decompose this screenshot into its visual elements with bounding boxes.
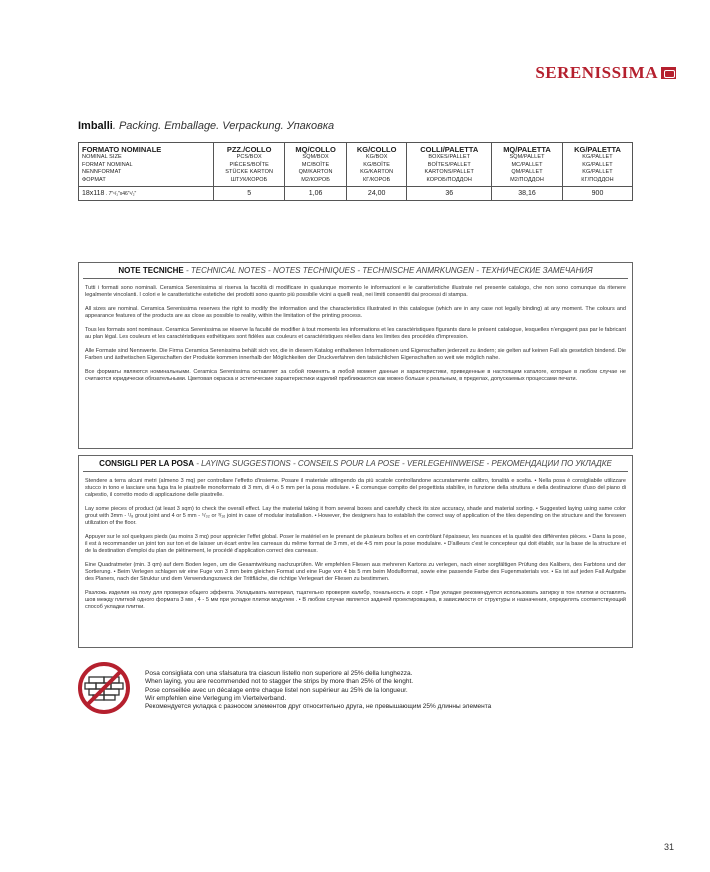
- header-sqm-per-pallet: MQ/PALETTA SQM/PALLET MC/PALLET QM/PALLET M2/ПОДДОН: [492, 143, 563, 187]
- no-stagger-icon: [78, 662, 130, 714]
- laying-suggestions-title: CONSIGLI PER LA POSA - LAYING SUGGESTIONS - CONSEILS POUR LA POSE - VERLEGEHINWEISE - РЕКОМЕНДАЦИИ ПО УКЛАДКЕ: [83, 456, 628, 472]
- cell-boxes-per-pallet: 36: [407, 187, 492, 201]
- technical-note-fr: Tous les formats sont nominaux. Ceramica Serenissima se réserve la faculté de modifier à tout moments les informations et les caractéristiques figurants dans le présent catalogue, lesquelles n'engagent pas par le fabricant au plan légal. Les couleurs et les caractéristiques esthétiques sont fidèles aux couleurs et caractéristiques réelles dans les limites des procédés d'impression.: [85, 327, 626, 340]
- brand-mark-icon: [661, 67, 676, 79]
- brand-logo: [535, 63, 676, 83]
- stagger-note-en: When laying, you are recommended not to stagger the strips by more than 25% of the lenght.: [145, 678, 414, 686]
- stagger-note-ru: Рекомендуется укладка с разносом элементов друг относительно друга, не превышающим 25% длинны элемента: [145, 703, 492, 711]
- header-kg-per-pallet: KG/PALETTA KG/PALLET KG/PALLET KG/PALLET КГ/ПОДДОН: [563, 143, 633, 187]
- cell-sqm-per-box: 1,06: [285, 187, 347, 201]
- technical-note-ru: Все форматы являются номинальными. Ceramica Serenissima оставляет за собой гоменять в любой момент данные и характеристики, приведенные в настоящем каталоге, которые в любом случае не считаются юридически обязательными. Цветовая окраска и эстетические характеристики изделий приближаются как можно больше к реальным, в пределах, допускаемых процессами печати.: [85, 369, 626, 382]
- laying-suggestions-box: [78, 455, 633, 648]
- technical-note-de: Alle Formate sind Nennwerte. Die Firma Ceramica Serenissima behält sich vor, die in diesem Katalog enthaltenen Informationen und Eigenschaften jederzeit zu ändern; sie gelten auf keinen Fall als gesetzlich bindend. Die Farben und ästhetischen Eigenschaften der Produkte kommen innerhalb der Möglichkeiten der Druckverfahren den tatsächlichen Eigenschaften so weit wie möglich nahe.: [85, 348, 626, 361]
- technical-notes-title: NOTE TECNICHE - TECHNICAL NOTES - NOTES TECHNIQUES - TECHNISCHE ANMRKUNGEN - ТЕХНИЧЕСКИЕ ЗАМЕЧАНИЯ: [83, 263, 628, 279]
- packaging-data-row: [79, 187, 633, 201]
- cell-kg-per-box: 24,00: [346, 187, 407, 201]
- laying-suggestion-en: Lay some pieces of product (at least 3 sqm) to check the overall effect. Lay the material taking it from several boxes and carefully check its size accuracy, shade and material sorting. • Suggested laying using same color grout with 3mm - ¹/₈ grout joint and 4 or 5 mm - ⁵/₃₂ or ³/₁₆ joint in case of modular installation. • However, the designers has to establish the correct way of application of the tiles depending on the structure and the foreseen utilization of the floor.: [85, 506, 626, 526]
- stagger-note-de: Wir empfehlen eine Verlegung im Viertelverband.: [145, 694, 287, 702]
- cell-sqm-per-pallet: 38,16: [492, 187, 563, 201]
- header-boxes-per-pallet: COLLI/PALETTA BOXES/PALLET BOÎTES/PALLET KARTONS/PALLET КОРОБ/ПОДДОН: [407, 143, 492, 187]
- cell-pieces-per-box: 5: [214, 187, 285, 201]
- technical-notes-box: [78, 262, 633, 449]
- page-number: 31: [663, 842, 674, 852]
- packaging-title-translations: . Packing. Emballage. Verpackung. Упаковка: [112, 120, 335, 132]
- laying-suggestion-de: Eine Quadratmeter (min. 3 qm) auf dem Boden legen, um die Gesamtwirkung nachzuprüfen. Wir empfehlen Fliesen aus mehreren Kartons zu verlegen, nach einer sorgfältigen Prüfung des Kalibers, des Farbtons und der Sortierung. • Beim Verlegen schlagen wir eine Fuge von 3 mm beim gleichen Format und eine Fuge von 4 bis 5 mm beim Modulformat, sowie eine passende Farbe des Fugenmaterials vor. • Es ist auf jeden Fall Aufgabe des Planers, nach der Struktur und dem Verwendungszweck der Trittfläche, die richtige Verlegeart der Fliesen zu bestimmen.: [85, 562, 626, 582]
- cell-kg-per-pallet: 900: [563, 187, 633, 201]
- stagger-note: [78, 662, 633, 714]
- stagger-note-it: Posa consigliata con una sfalsatura tra ciascun listello non superiore al 25% della lunghezza.: [145, 670, 413, 677]
- header-nominal-size: FORMATO NOMINALE NOMINAL SIZE FORMAT NOMINAL NENNFORMAT ФОРМАТ: [79, 143, 214, 187]
- laying-suggestion-it: Stendere a terra alcuni metri (almeno 3 mq) per controllare l'effetto d'insieme. Posare il materiale attingendo da più scatole controllandone accuratamente calibro, tonalità e scelta. • Nella posa è consigliabile utilizzare stucco in tono e lasciare una fuga tra le piastrelle monoformato di 3 mm, di 4 o 5 mm per la posa modulare. • È comunque compito del progettista stabilire, in funzione della struttura e della destinazione d'uso del piano di calpestio, il corretto modo di applicazione delle piastrelle.: [85, 478, 626, 498]
- technical-note-it: Tutti i formati sono nominali. Ceramica Serenissima si riserva la facoltà di modificare in qualunque momento le informazioni e le caratteristiche illustrate nel presente catalogo, che non sono comunque da ritenere legalmente vincolanti. I colori e le caratteristiche estetiche dei prodotti sono quanto più possibile vicini a quelli reali, nei limiti consentiti dai processi di stampa.: [85, 285, 626, 298]
- packaging-title-bold: Imballi: [78, 120, 113, 132]
- cell-size: 18x118 . 7"¹/₁"x46"¹/₂": [79, 187, 214, 201]
- packaging-table: [78, 142, 633, 201]
- stagger-note-fr: Pose conseillée avec un décalage entre chaque listel non supérieur au 25% de la longueur.: [145, 686, 408, 694]
- packaging-header-row: [79, 143, 633, 187]
- header-sqm-per-box: MQ/COLLO SQM/BOX MC/BOÎTE QM/KARTON M2/КОРОБ: [285, 143, 347, 187]
- laying-suggestion-ru: Разложь изделия на полу для проверки общего эффекта. Укладывать материал, тщательно проверяя калибр, тональность и сорт. • При укладке рекомендуется использовать затирку в тон плитки и оставлять шов между плиткой одного формата 3 мм , 4 - 5 мм при укладке плитки модулем . • В любом случае является задачей проектировщика, в зависимости от структуры и назначения, определять соответствующий способ укладки плитки.: [85, 590, 626, 610]
- packaging-title: [78, 120, 334, 132]
- stagger-note-text: [145, 670, 491, 711]
- brand-name: SERENISSIMA: [535, 63, 658, 82]
- technical-note-en: All sizes are nominal. Ceramica Serenissima reserves the right to modify the information and the characteristics illustrated in this catalogue (which are in any case not legally binding) at any moment. The colours and appearance features of the products are as close as possible to reality, within the limitation of the printing process.: [85, 306, 626, 319]
- header-pieces-per-box: PZZ./COLLO PCS/BOX PIÈCES/BOÎTE STÜCKE KARTON ШТУК/КОРОБ: [214, 143, 285, 187]
- header-kg-per-box: KG/COLLO KG/BOX KG/BOÎTE KG/KARTON КГ/КОРОБ: [346, 143, 407, 187]
- laying-suggestion-fr: Appuyer sur le sol quelques pieds (au moins 3 mq) pour apprécier l'effet global. Poser le matériel en le prenant de plusieurs boîtes et en contrôlant l'épaisseur, les nuances et la qualité des différentes pièces. • Dans la pose, il est à recommander un joint ton sur ton et de laisser un écart entre les carreaux du même format de 3 mm, et de 4-5 mm pour la pose modulaire. • D'ailleurs c'est le concepteur qui doit établir, sur la base de la structure et de la destination d'emploi du plan de piétinement, le procédé d'application correct des carreaux.: [85, 534, 627, 554]
